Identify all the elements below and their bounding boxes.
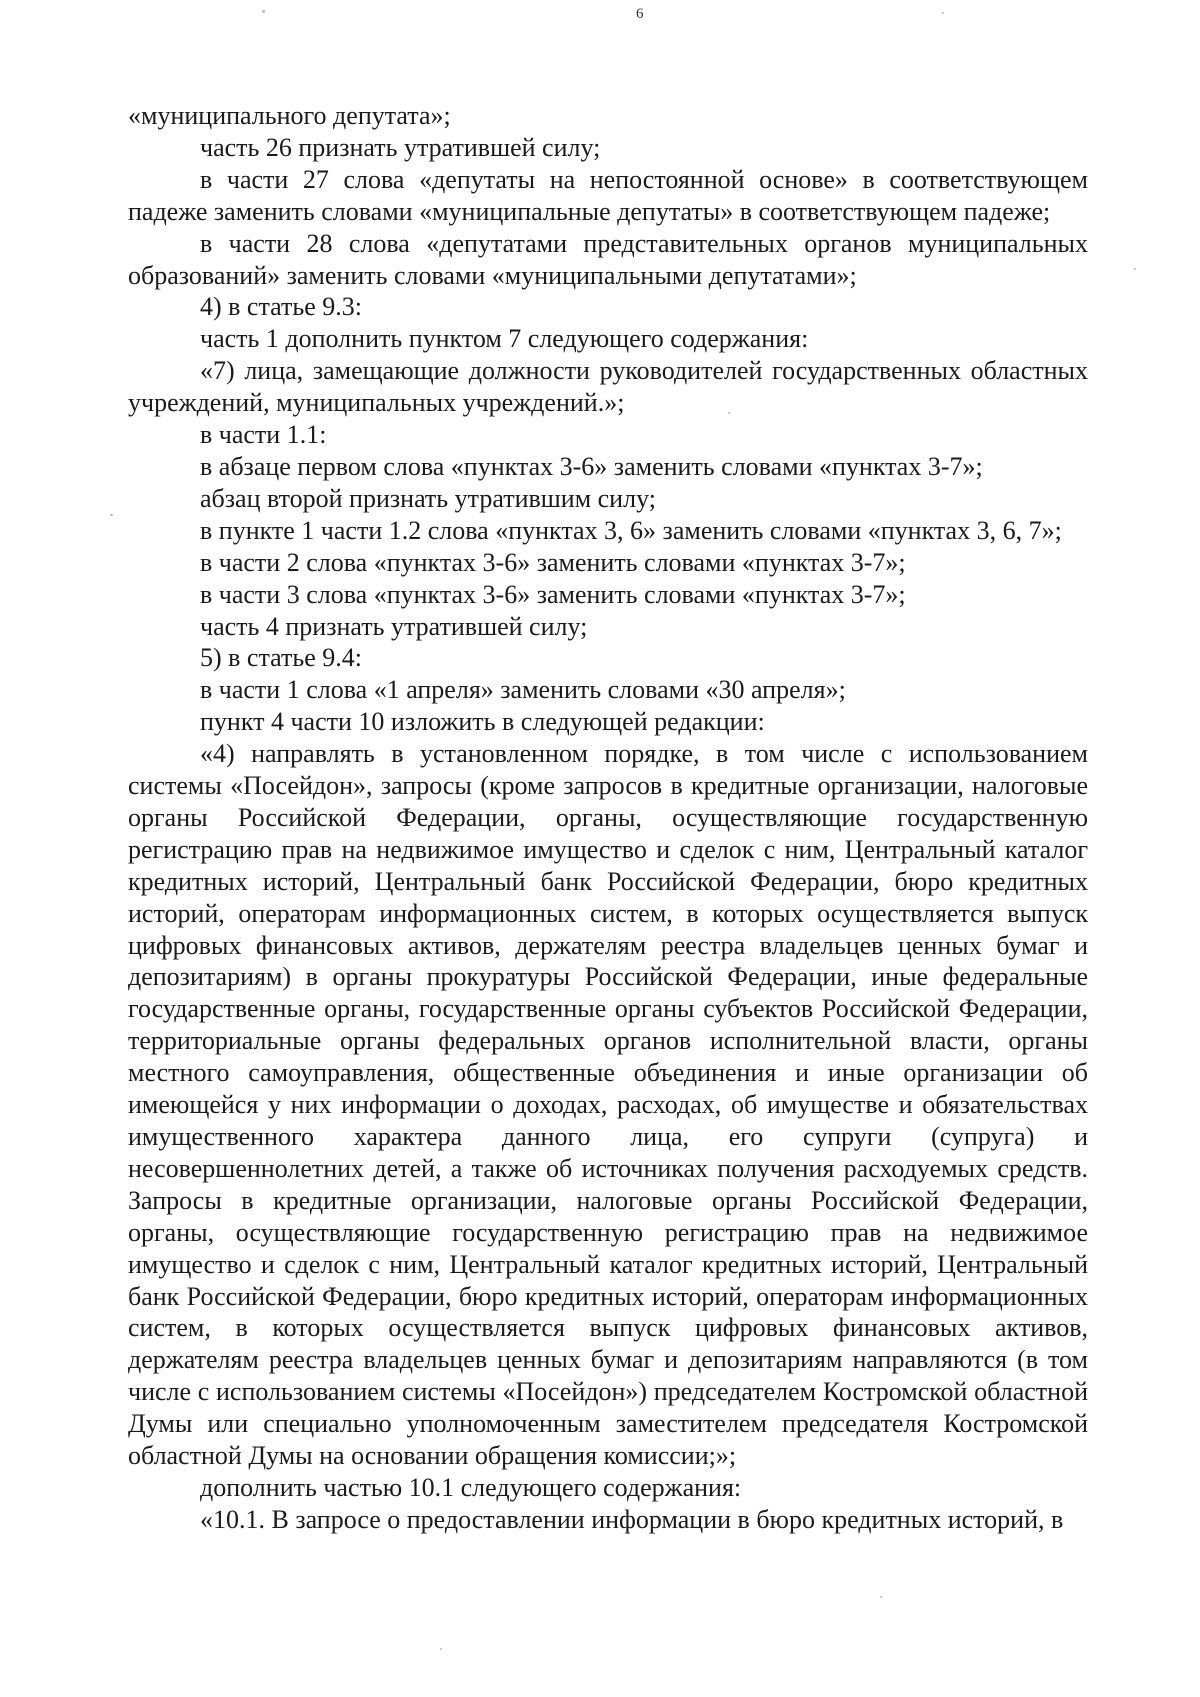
scan-speck (262, 10, 265, 13)
paragraph: часть 1 дополнить пунктом 7 следующего содержания: (200, 324, 809, 354)
paragraph: абзац второй признать утратившим силу; (200, 483, 656, 513)
paragraph: дополнить частью 10.1 следующего содержания: (200, 1472, 742, 1502)
paragraph: в пункте 1 части 1.2 слова «пунктах 3, 6» заменить словами «пунктах 3, 6, 7»; (200, 515, 1062, 545)
document-body (128, 100, 1088, 1536)
paragraph: «4) направлять в установленном порядке, в том числе с использованием системы «Посейдон», запросы (кроме запросов в кредитные организации, налоговые органы Российской Федерации, органы, осуществляющие государственную регистрацию прав на недвижимое имущество и сделок с ним, Центральный каталог кредитных историй, Центральный банк Российской Федерации, бюро кредитных историй, операторам информационных систем, в которых осуществляется выпуск цифровых финансовых активов, держателям реестра владельцев ценных бумаг и депозитариям) в органы прокуратуры Российской Федерации, иные федеральные государственные органы, государственные органы субъектов Российской Федерации, территориальные органы федеральных органов исполнительной власти, органы местного самоуправления, общественные объединения и иные организации об имеющейся у них информации о доходах, расходах, об имуществе и обязательствах имущественного характера данного лица, его супруги (супруга) и несовершеннолетних детей, а также об источниках получения расходуемых средств. Запросы в кредитные организации, налоговые органы Российской Федерации, органы, осуществляющие государственную регистрацию прав на недвижимое имущество и сделок с ним, Центральный каталог кредитных историй, Центральный банк Российской Федерации, бюро кредитных историй, операторам информационных систем, в которых осуществляется выпуск цифровых финансовых активов, держателям реестра владельцев ценных бумаг и депозитариям направляются (в том числе с использованием системы «Посейдон») председателем Костромской областной Думы или специально уполномоченным заместителем председателя Костромской областной Думы на основании обращения комиссии;»; (128, 739, 1088, 1471)
paragraph: в части 28 слова «депутатами представительных органов муниципальных образований» заменить словами «муниципальными депутатами»; (128, 228, 1088, 290)
paragraph: в части 27 слова «депутаты на непостоянной основе» в соответствующем падеже заменить словами «муниципальные депутаты» в соответствующем падеже; (128, 164, 1088, 226)
paragraph: 4) в статье 9.3: (200, 292, 363, 322)
paragraph: «10.1. В запросе о предоставлении информации в бюро кредитных историй, в (200, 1504, 1064, 1534)
paragraph: «муниципального депутата»; (128, 101, 451, 130)
paragraph: 5) в статье 9.4: (200, 643, 363, 673)
paragraph: часть 4 признать утратившей силу; (200, 611, 588, 641)
paragraph: в части 1.1: (200, 420, 327, 450)
paragraph: в абзаце первом слова «пунктах 3-6» заменить словами «пунктах 3-7»; (200, 451, 983, 481)
scan-speck (110, 514, 113, 516)
page-number: 6 (636, 6, 644, 22)
paragraph: в части 2 слова «пунктах 3-6» заменить словами «пунктах 3-7»; (200, 547, 906, 577)
paragraph: «7) лица, замещающие должности руководителей государственных областных учреждений, муниципальных учреждений.»; (128, 356, 1088, 418)
paragraph: пункт 4 части 10 изложить в следующей редакции: (200, 707, 765, 737)
scan-speck (1134, 268, 1136, 270)
scan-speck (942, 12, 944, 14)
scan-speck (440, 1648, 442, 1650)
paragraph: часть 26 признать утратившей силу; (200, 132, 601, 162)
scan-speck (880, 1596, 882, 1598)
paragraph: в части 1 слова «1 апреля» заменить словами «30 апреля»; (200, 675, 846, 705)
paragraph: в части 3 слова «пунктах 3-6» заменить словами «пунктах 3-7»; (200, 579, 906, 609)
scan-speck (728, 412, 730, 414)
